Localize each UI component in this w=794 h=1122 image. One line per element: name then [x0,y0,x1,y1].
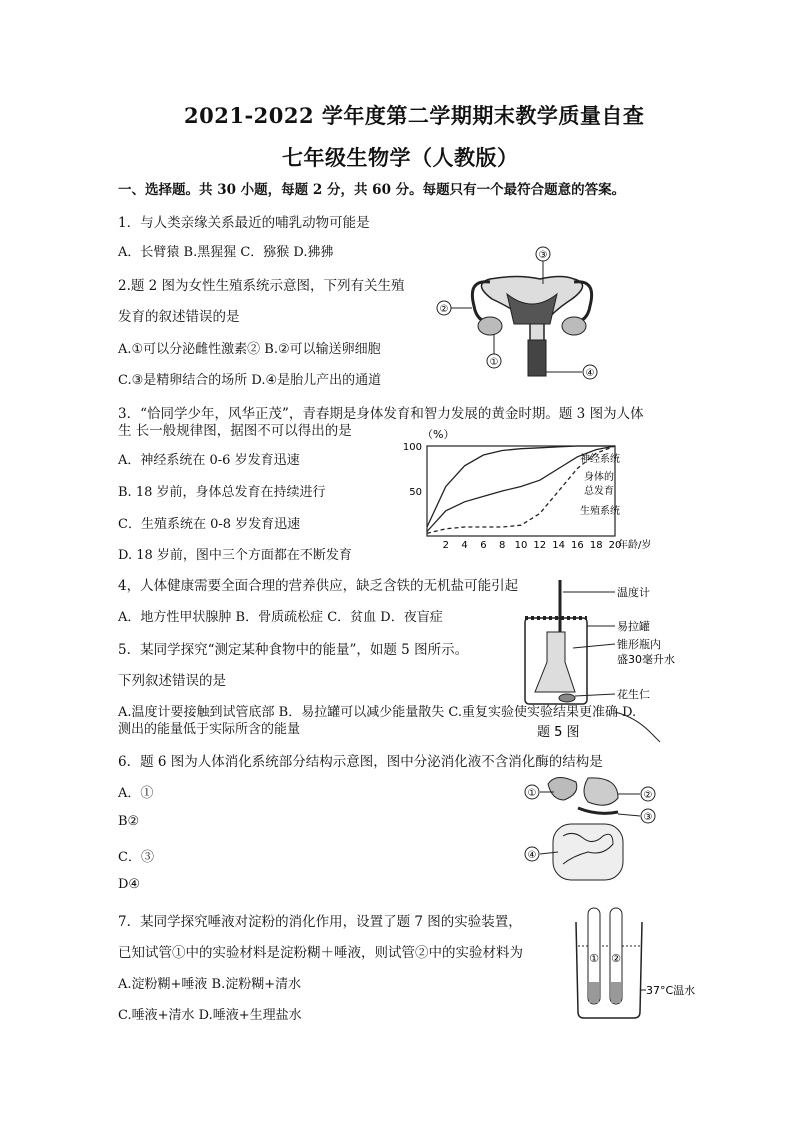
fig5-label-peanut: 花生仁 [617,688,650,701]
fig5-label-flask: 锥形瓶内 [617,638,661,651]
fig6-label-3: ③ [643,812,653,823]
x-tick-18: 18 [589,540,603,551]
liver-shape [548,777,577,800]
q5-stem-line2: 下列叙述错误的是 [118,673,226,689]
q3-option-b: B. 18 岁前，身体总发育在持续进行 [118,485,326,500]
figure-3-growth-chart [392,424,692,564]
q2-stem-line2: 发育的叙述错误的是 [118,309,240,325]
q7-options-line1: A.淀粉糊+唾液 B.淀粉糊+清水 [118,977,302,992]
legend-reproductive: 生殖系统 [580,506,620,517]
legend-nervous: 神经系统 [580,454,620,465]
q7-stem-line1: 7．某同学探究唾液对淀粉的消化作用，设置了题 7 图的实验装置， [118,914,522,930]
q3-stem-line1: 3．“恰同学少年，风华正茂”，青春期是身体发育和智力发展的黄金时期。题 3 图为人体 [118,406,644,422]
page-subtitle: 七年级生物学（人教版） [282,145,519,170]
fig5-label-can: 易拉罐 [617,620,650,633]
flask-shape [535,632,575,692]
tube-1-content [589,982,599,1003]
fig7-label-water: 37°C温水 [646,984,696,997]
q6-option-b: B② [118,814,140,829]
fig6-label-1: ① [527,788,537,799]
q2-options-line1: A.①可以分泌雌性激素② B.②可以输送卵细胞 [118,342,381,357]
vagina-shape [528,340,546,376]
q5-stem-line1: 5．某同学探究“测定某种食物中的能量”，如题 5 图所示。 [118,642,469,658]
q1-stem: 1．与人类亲缘关系最近的哺乳动物可能是 [118,215,370,231]
q6-option-a: A．① [118,786,154,801]
q7-options-line2: C.唾液+清水 D.唾液+生理盐水 [118,1008,302,1023]
q6-stem: 6．题 6 图为人体消化系统部分结构示意图，图中分泌消化液不含消化酶的结构是 [118,754,603,770]
fig6-label-2: ② [643,790,653,801]
fig5-label-water: 盛30毫升水 [617,653,675,666]
chart-xlabel: 年龄/岁 [618,540,652,551]
fig2-label-2: ② [439,304,449,315]
fig6-label-4: ④ [527,850,537,861]
x-tick-12: 12 [533,540,547,551]
legend-body-2: 总发育 [584,486,614,497]
q2-options-line2: C.③是精卵结合的场所 D.④是胎儿产出的通道 [118,373,382,388]
tube-2-content [611,982,621,1003]
fig7-label-2: ② [611,952,621,965]
page-title: 2021-2022 学年度第二学期期末教学质量自查 [184,103,645,128]
x-tick-6: 6 [480,540,487,551]
q3-option-c: C．生殖系统在 0-8 岁发育迅速 [118,517,301,532]
q3-stem-line2: 生 长一般规律图，据图不可以得出的是 [118,423,352,439]
chart-ylabel: （%） [422,428,455,441]
q5-options-line1: A.温度计要接触到试管底部 B．易拉罐可以减少能量散失 C.重复实验使实验结果更准确 D. [118,705,637,720]
x-tick-14: 14 [552,540,565,551]
fig2-label-4: ④ [585,368,595,379]
q6-option-c: C．③ [118,850,154,865]
figure-6-digestive-system [518,764,668,896]
ovary-left [478,317,502,335]
y-tick-100: 100 [402,442,422,453]
fig2-label-3: ③ [538,250,548,261]
q1-options: A．长臂猿 B.黑猩猩 C．猕猴 D.狒狒 [118,245,334,260]
beaker-shape [576,922,642,1018]
q4-stem: 4，人体健康需要全面合理的营养供应，缺乏含铁的无机盐可能引起 [118,578,519,594]
y-tick-50: 50 [409,487,422,498]
x-tick-2: 2 [442,540,449,551]
legend-body-1: 身体的 [584,472,614,483]
pancreas-shape [578,808,618,813]
q5-options-line2: 测出的能量低于实际所含的能量 [118,722,301,737]
fig2-label-1: ① [489,357,499,368]
ovary-right [562,317,586,335]
q3-option-a: A．神经系统在 0-6 岁发育迅速 [118,453,300,468]
x-tick-8: 8 [499,540,506,551]
x-tick-4: 4 [461,540,468,551]
stomach-shape [584,778,618,805]
q7-stem-line2: 已知试管①中的实验材料是淀粉糊＋唾液，则试管②中的实验材料为 [118,945,523,961]
figure-5-calorimeter [515,572,675,744]
fig5-caption: 题 5 图 [537,725,580,740]
x-tick-10: 10 [514,540,528,551]
q4-options: A．地方性甲状腺肿 B．骨质疏松症 C．贫血 D．夜盲症 [118,610,443,625]
section-heading: 一、选择题。共 30 小题，每题 2 分，共 60 分。每题只有一个最符合题意的答案。 [118,182,626,198]
q3-option-d: D. 18 岁前，图中三个方面都在不断发育 [118,548,352,563]
hand-shape [615,712,660,742]
q2-stem-line1: 2.题 2 图为女性生殖系统示意图，下列有关生殖 [118,278,405,294]
fig7-label-1: ① [589,952,599,965]
figure-7-beaker [564,900,704,1024]
q6-option-d: D④ [118,877,141,892]
fig5-label-thermometer: 温度计 [617,586,650,599]
peanut-shape [559,694,575,702]
x-tick-16: 16 [571,540,584,551]
figure-2-reproductive-system [432,244,632,384]
x-tick-20: 20 [608,540,622,551]
